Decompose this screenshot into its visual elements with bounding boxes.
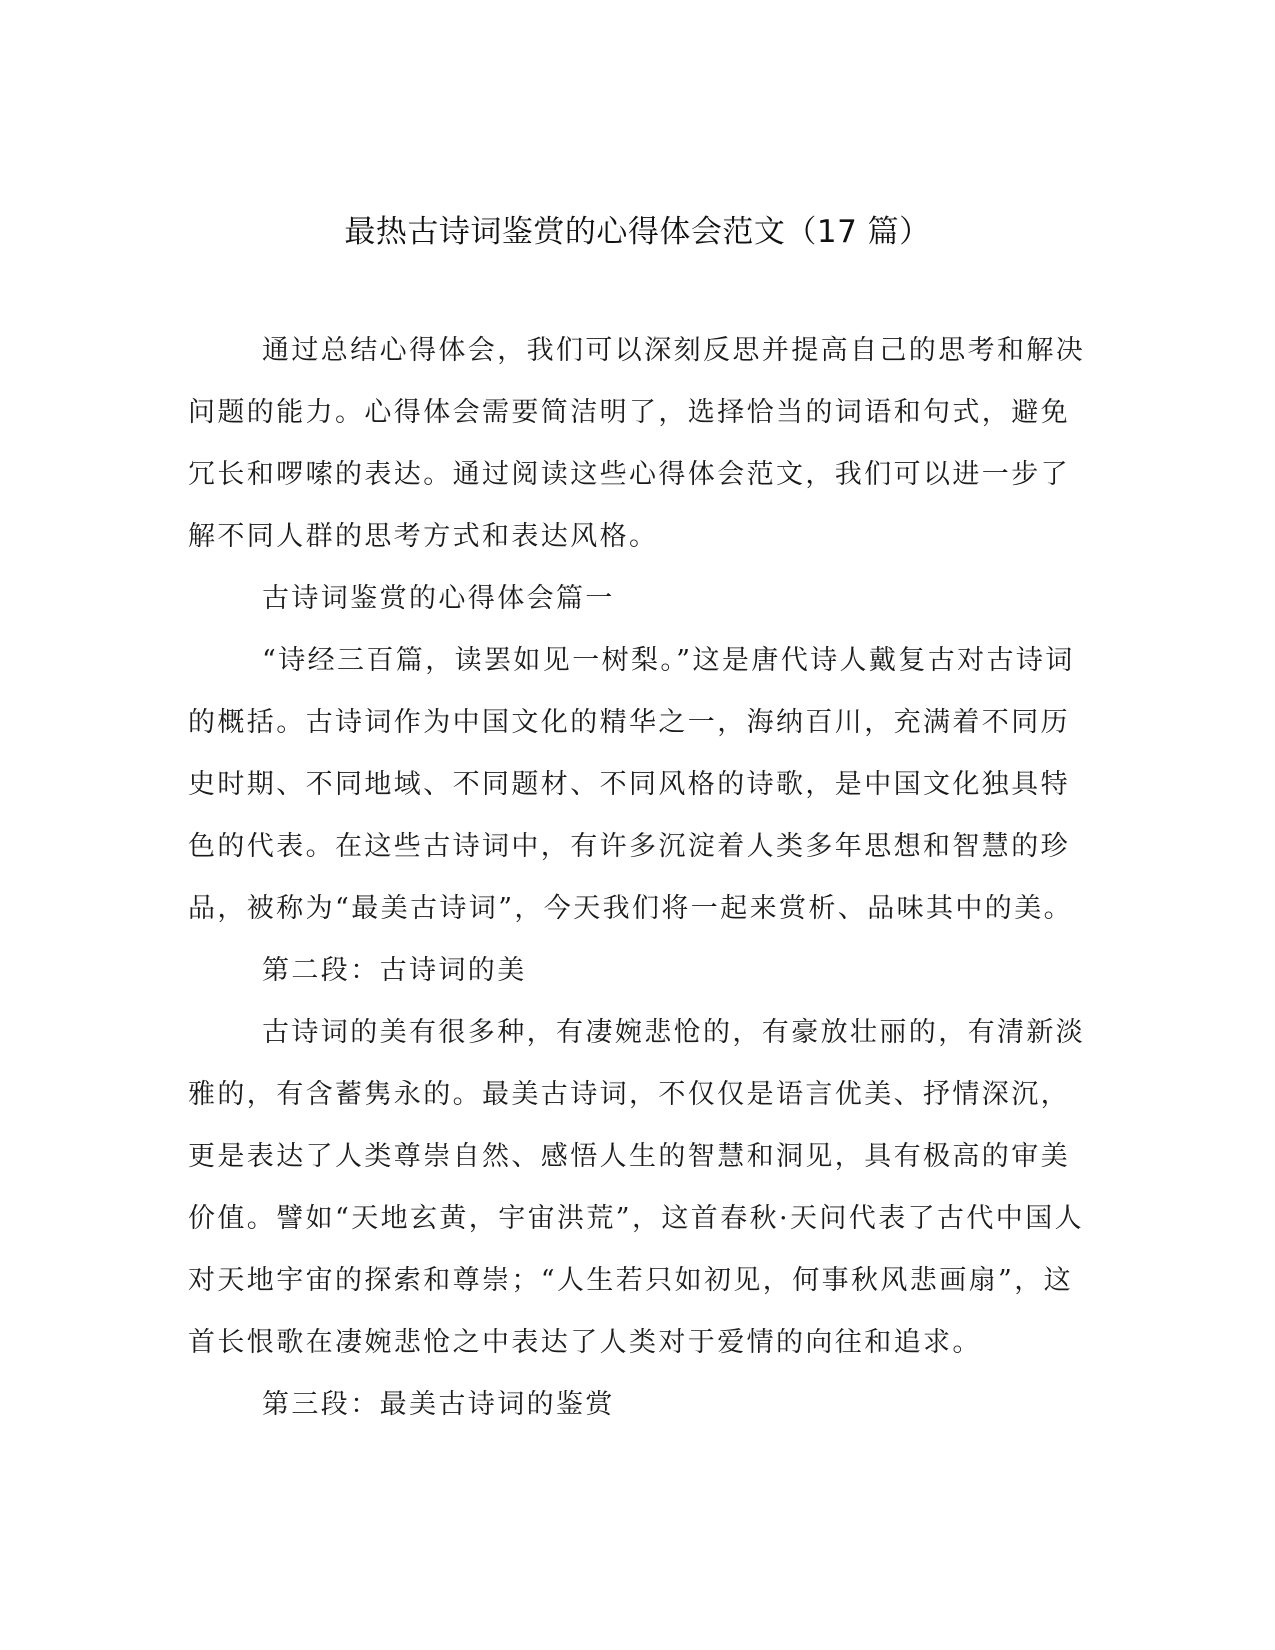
paragraph-two-line-3: 更是表达了人类尊崇自然、感悟人生的智慧和洞见，具有极高的审美: [188, 1141, 1070, 1172]
paragraph-two-line-4: 价值。譬如“天地玄黄，宇宙洪荒”，这首春秋·天问代表了古代中国人: [188, 1203, 1084, 1234]
paragraph-one-line-2: 的概括。古诗词作为中国文化的精华之一，海纳百川，充满着不同历: [188, 707, 1070, 738]
paragraph-one-line-4: 色的代表。在这些古诗词中，有许多沉淀着人类多年思想和智慧的珍: [188, 831, 1070, 862]
paragraph-intro-line-3: 冗长和啰嗦的表达。通过阅读这些心得体会范文，我们可以进一步了: [188, 459, 1070, 490]
document-body: [188, 320, 1086, 1436]
paragraph-one-line-1: “诗经三百篇，读罢如见一树梨。”这是唐代诗人戴复古对古诗词: [262, 645, 1075, 676]
paragraph-two-line-6: 首长恨歌在凄婉悲怆之中表达了人类对于爱情的向往和追求。: [188, 1327, 982, 1358]
paragraph-one-line-5: 品，被称为“最美古诗词”，今天我们将一起来赏析、品味其中的美。: [188, 893, 1074, 924]
section-heading-part-one: 古诗词鉴赏的心得体会篇一: [262, 583, 615, 614]
paragraph-two-line-2: 雅的，有含蓄隽永的。最美古诗词，不仅仅是语言优美、抒情深沉，: [188, 1079, 1070, 1110]
section-heading-second: 第二段：古诗词的美: [262, 955, 527, 986]
paragraph-intro-line-2: 问题的能力。心得体会需要简洁明了，选择恰当的词语和句式，避免: [188, 397, 1070, 428]
paragraph-intro-line-4: 解不同人群的思考方式和表达风格。: [188, 521, 659, 552]
document-title: 最热古诗词鉴赏的心得体会范文（17 篇）: [344, 214, 931, 250]
section-heading-third: 第三段：最美古诗词的鉴赏: [262, 1389, 615, 1420]
paragraph-two-line-5: 对天地宇宙的探索和尊崇；“人生若只如初见，何事秋风悲画扇”，这: [188, 1265, 1074, 1296]
paragraph-two-line-1: 古诗词的美有很多种，有凄婉悲怆的，有豪放壮丽的，有清新淡: [262, 1017, 1086, 1048]
paragraph-intro-line-1: 通过总结心得体会，我们可以深刻反思并提高自己的思考和解决: [262, 335, 1086, 366]
paragraph-one-line-3: 史时期、不同地域、不同题材、不同风格的诗歌，是中国文化独具特: [188, 769, 1070, 800]
